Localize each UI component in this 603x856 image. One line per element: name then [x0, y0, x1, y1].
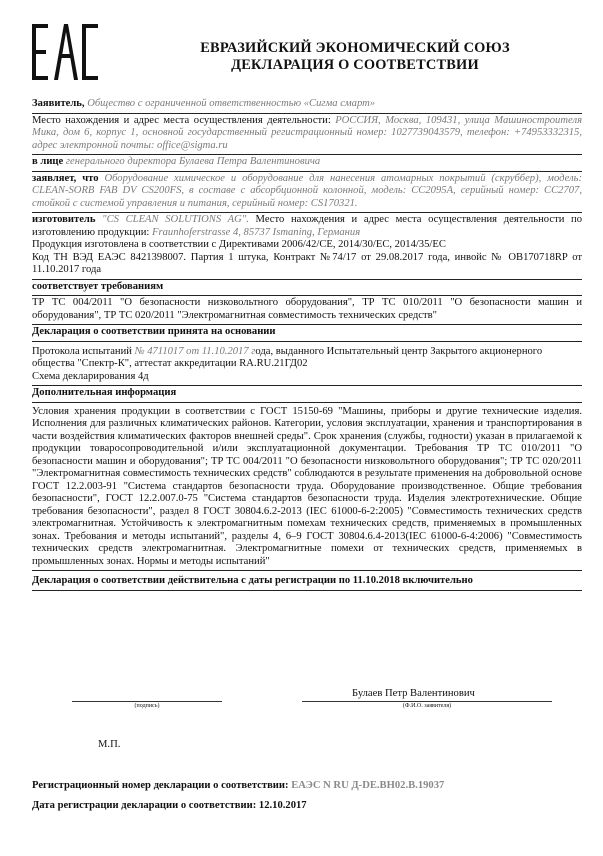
code-text: Код ТН ВЭД ЕАЭС 8421398007. Партия 1 штука, Контракт №74/17 от 29.08.2017 года, инвойс № OB170718RP от 11.10.2017 года	[32, 251, 582, 275]
basis-protocol-prefix: Протокола испытаний	[32, 345, 135, 357]
directives-text: Продукция изготовлена в соответствии с Директивами 2006/42/СЕ, 2014/30/ЕС, 2014/35/ЕС	[32, 239, 446, 250]
additional-heading-row	[32, 386, 582, 403]
name-line	[302, 701, 552, 702]
registration-number	[32, 780, 592, 791]
additional-text: Условия хранения продукции в соответствии с ГОСТ 15150-69 "Машины, приборы и другие технические изделия. Исполнения для различных климатических районов. Категории, условия эксплуатации, хранения и транспортирования в части воздействия климатических факторов внешней среды". Срок хранения (службы, годности) указан в прилагаемой к продукции товаросопроводительной и/или эксплуатационной документации. Требования ТР ТС 010/2011 "О безопасности машин и оборудования"; ТР ТС 004/2011 "О безопасности низковольтного оборудования"; ТР ТС 020/2011 "Электромагнитная совместимость технических средств" соблюдаются в результате применения на добровольной основе ГОСТ 12.2.003-91 "Система стандартов безопасности труда. Оборудование производственное. Общие требования безопасности", ГОСТ 12.2.007.0-75 "Система стандартов безопасности труда. Изделия электротехнические. Общие требования безопасности", раздел 8 ГОСТ 30804.6.2-2013 (IEC 61000-6-2:2005) "Совместимость технических средств электромагнитная. Устойчивость к электромагнитным помехам технических средств, применяемых в промышленных зонах. Требования и методы испытаний", разделы 4, 6–9 ГОСТ 30804.6.4-2013(IEC 61000-6-4:2006) "Совместимость технических средств электромагнитная. Электромагнитные помехи от технических средств, применяемых в промышленных зонах. Нормы и методы испытаний"	[32, 405, 582, 567]
registration-number-label: Регистрационный номер декларации о соответствии:	[32, 780, 289, 791]
signature-caption: (подпись)	[134, 703, 160, 709]
applicant-name: Общество с ограниченной ответственностью «Сигма смарт»	[84, 98, 376, 109]
location-label: Место нахождения и адрес места осуществления деятельности:	[32, 114, 331, 126]
additional-heading: Дополнительная информация	[32, 387, 177, 398]
stamp-place: М.П.	[98, 739, 121, 750]
person-label: в лице	[32, 156, 64, 167]
manufacturer-location-value: Fraunhoferstrasse 4, 85737 Ismaning, Германия	[149, 226, 361, 238]
applicant-label: Заявитель,	[32, 98, 85, 109]
applicant-row	[32, 97, 582, 114]
title-union: ЕВРАЗИЙСКИЙ ЭКОНОМИЧЕСКИЙ СОЮЗ	[200, 40, 510, 56]
basis-protocol-rest: ода, выданного Испытательный центр Закрытого акционерного общества "Спектр-К", аттестат аккредитации RA.RU.21ГД02	[32, 345, 543, 369]
manufacturer-location-label: Место нахождения и адрес места осуществления деятельности по изготовлению продукции:	[32, 214, 583, 238]
basis-row	[32, 342, 582, 387]
manufacturer-name: "CS CLEAN SOLUTIONS AG".	[95, 214, 249, 225]
name-caption: (Ф.И.О. заявителя)	[402, 703, 452, 709]
title-declaration: ДЕКЛАРАЦИЯ О СООТВЕТСТВИИ	[231, 57, 479, 73]
signature-line	[72, 701, 222, 702]
requirements-heading: соответствует требованиям	[32, 280, 164, 292]
validity-row	[32, 571, 582, 591]
requirements-row	[32, 296, 582, 325]
registration-number-value: ЕАЭС N RU Д-DE.ВН02.В.19037	[288, 780, 445, 791]
signature-block	[32, 683, 582, 715]
person-row	[32, 155, 582, 172]
declares-row	[32, 172, 582, 214]
basis-scheme: Схема декларирования 4д	[32, 370, 149, 382]
location-row	[32, 114, 582, 156]
location-value: РОССИЯ, Москва, 109431, улица Машиностроителя Мика, дом 6, корпус 1, основной государственный регистрационный номер: 1027739043579, телефон: +74953332315, адрес электронной почты: office@sigma.ru	[32, 114, 582, 151]
basis-heading: Декларация о соответствии принята на основании	[32, 326, 276, 337]
declares-label: заявляет, что	[32, 172, 99, 184]
requirements-text: ТР ТС 004/2011 "О безопасности низковольтного оборудования", ТР ТС 010/2011 "О безопасности машин и оборудования", ТР ТС 020/2011 "Электромагнитная совместимость технических средств"	[32, 297, 582, 321]
basis-heading-row	[32, 325, 582, 342]
registration-date	[32, 800, 592, 811]
person-value: генерального директора Булаева Петра Валентиновича	[63, 156, 321, 167]
registration-date-value: 12.10.2017	[256, 800, 307, 811]
validity-text: Декларация о соответствии действительна с даты регистрации по 11.10.2018 включительно	[32, 575, 473, 586]
manufacturer-label: изготовитель	[32, 214, 96, 225]
manufacturer-row	[32, 213, 582, 280]
declaration-body	[32, 97, 582, 591]
additional-row	[32, 403, 582, 572]
eac-logo	[32, 24, 98, 80]
declares-value: Оборудование химическое и оборудование для нанесения атомарных покрытий (скруббер), модель: CLEAN-SORB FAB DV CS200FS, в составе с абсорбционной колонной, модель: CC2095A, серийный номер: CC2707, стойкой с системой управления и питания, серийный номер: CS170321.	[32, 172, 582, 209]
registration-date-label: Дата регистрации декларации о соответствии:	[32, 800, 257, 811]
basis-protocol-number: № 4711017 от 11.10.2017 г	[134, 345, 256, 357]
signer-name: Булаев Петр Валентинович	[352, 688, 475, 699]
document-title	[110, 40, 600, 74]
requirements-heading-row	[32, 280, 582, 297]
